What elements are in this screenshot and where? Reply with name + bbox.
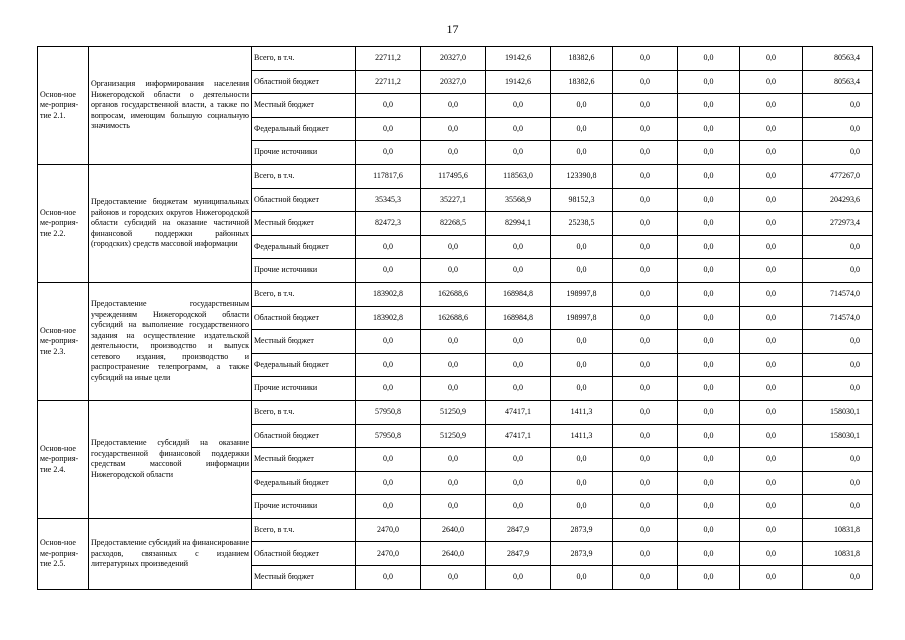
value-cell: 0,0 <box>613 117 678 141</box>
table-row <box>38 400 873 424</box>
funding-source-cell: Всего, в т.ч. <box>252 282 356 306</box>
value-cell: 0,0 <box>613 353 678 377</box>
value-cell: 0,0 <box>613 330 678 354</box>
value-cell: 2470,0 <box>356 518 421 542</box>
value-cell: 0,0 <box>421 94 486 118</box>
value-cell: 0,0 <box>613 448 678 472</box>
funding-source-cell: Местный бюджет <box>252 94 356 118</box>
event-description-cell: Предоставление бюджетам муниципальных районов и городских округов Нижегородской области субсидий на оказание частичной финансовой поддержки районных (городских) средств массовой информации <box>89 164 252 282</box>
value-cell: 168984,8 <box>486 282 551 306</box>
value-cell: 0,0 <box>486 259 551 283</box>
value-cell: 0,0 <box>613 400 678 424</box>
value-cell: 0,0 <box>678 424 740 448</box>
value-cell: 0,0 <box>740 70 803 94</box>
value-cell: 0,0 <box>678 282 740 306</box>
total-value-cell: 477267,0 <box>803 164 873 188</box>
event-description-cell: Предоставление субсидий на финансирование расходов, связанных с изданием литературных произведений <box>89 518 252 589</box>
funding-source-cell: Местный бюджет <box>252 566 356 590</box>
funding-source-cell: Федеральный бюджет <box>252 235 356 259</box>
budget-table <box>37 46 873 590</box>
value-cell: 18382,6 <box>551 47 613 71</box>
value-cell: 0,0 <box>740 424 803 448</box>
value-cell: 0,0 <box>678 47 740 71</box>
value-cell: 0,0 <box>613 566 678 590</box>
value-cell: 98152,3 <box>551 188 613 212</box>
value-cell: 0,0 <box>613 47 678 71</box>
value-cell: 47417,1 <box>486 424 551 448</box>
value-cell: 198997,8 <box>551 306 613 330</box>
value-cell: 0,0 <box>613 188 678 212</box>
value-cell: 0,0 <box>740 448 803 472</box>
total-value-cell: 714574,0 <box>803 306 873 330</box>
value-cell: 0,0 <box>678 306 740 330</box>
event-description-cell: Предоставление субсидий на оказание государственной финансовой поддержки средствам массовой информации Нижегородской области <box>89 400 252 518</box>
value-cell: 0,0 <box>740 47 803 71</box>
value-cell: 0,0 <box>678 542 740 566</box>
value-cell: 0,0 <box>678 94 740 118</box>
value-cell: 0,0 <box>356 94 421 118</box>
funding-source-cell: Всего, в т.ч. <box>252 164 356 188</box>
value-cell: 0,0 <box>613 212 678 236</box>
total-value-cell: 0,0 <box>803 94 873 118</box>
page-number: 17 <box>446 22 459 36</box>
value-cell: 0,0 <box>421 330 486 354</box>
funding-source-cell: Прочие источники <box>252 495 356 519</box>
total-value-cell: 0,0 <box>803 259 873 283</box>
value-cell: 0,0 <box>421 259 486 283</box>
table-row <box>38 518 873 542</box>
value-cell: 0,0 <box>356 117 421 141</box>
value-cell: 0,0 <box>740 566 803 590</box>
value-cell: 0,0 <box>551 495 613 519</box>
value-cell: 0,0 <box>356 235 421 259</box>
value-cell: 0,0 <box>356 377 421 401</box>
event-name-cell: Основ-ное ме-роприя-тие 2.3. <box>38 282 89 400</box>
value-cell: 0,0 <box>678 141 740 165</box>
value-cell: 35345,3 <box>356 188 421 212</box>
value-cell: 0,0 <box>613 471 678 495</box>
value-cell: 0,0 <box>486 495 551 519</box>
table-row <box>38 47 873 71</box>
value-cell: 0,0 <box>678 117 740 141</box>
funding-source-cell: Прочие источники <box>252 259 356 283</box>
table-row <box>38 282 873 306</box>
event-description-cell: Организация информирования населения Нижегородской области о деятельности органов государственной власти, а также по вопросам, имеющим большую социальную значимость <box>89 47 252 165</box>
value-cell: 0,0 <box>356 330 421 354</box>
value-cell: 0,0 <box>551 117 613 141</box>
value-cell: 1411,3 <box>551 400 613 424</box>
funding-source-cell: Федеральный бюджет <box>252 471 356 495</box>
value-cell: 0,0 <box>613 70 678 94</box>
value-cell: 0,0 <box>356 353 421 377</box>
value-cell: 1411,3 <box>551 424 613 448</box>
value-cell: 82994,1 <box>486 212 551 236</box>
funding-source-cell: Федеральный бюджет <box>252 353 356 377</box>
value-cell: 118563,0 <box>486 164 551 188</box>
value-cell: 0,0 <box>678 259 740 283</box>
value-cell: 0,0 <box>740 141 803 165</box>
event-name-cell: Основ-ное ме-роприя-тие 2.4. <box>38 400 89 518</box>
value-cell: 0,0 <box>551 235 613 259</box>
event-description-cell: Предоставление государственным учреждениям Нижегородской области субсидий на выполнение государственного задания на осуществление издательской деятельности, производство и выпуск сетевого издания, производство и распространение телепрограмм, а также субсидий на иные цели <box>89 282 252 400</box>
value-cell: 0,0 <box>551 566 613 590</box>
funding-source-cell: Областной бюджет <box>252 306 356 330</box>
budget-table-body <box>38 47 873 590</box>
value-cell: 0,0 <box>740 188 803 212</box>
value-cell: 162688,6 <box>421 306 486 330</box>
value-cell: 0,0 <box>740 471 803 495</box>
value-cell: 0,0 <box>678 400 740 424</box>
value-cell: 0,0 <box>678 518 740 542</box>
value-cell: 0,0 <box>356 448 421 472</box>
value-cell: 0,0 <box>613 282 678 306</box>
value-cell: 183902,8 <box>356 282 421 306</box>
total-value-cell: 80563,4 <box>803 47 873 71</box>
total-value-cell: 0,0 <box>803 141 873 165</box>
value-cell: 0,0 <box>678 235 740 259</box>
total-value-cell: 0,0 <box>803 566 873 590</box>
value-cell: 0,0 <box>613 518 678 542</box>
value-cell: 0,0 <box>613 235 678 259</box>
value-cell: 0,0 <box>356 471 421 495</box>
value-cell: 25238,5 <box>551 212 613 236</box>
total-value-cell: 0,0 <box>803 330 873 354</box>
value-cell: 0,0 <box>421 235 486 259</box>
value-cell: 82472,3 <box>356 212 421 236</box>
value-cell: 0,0 <box>740 330 803 354</box>
value-cell: 0,0 <box>678 566 740 590</box>
value-cell: 0,0 <box>613 495 678 519</box>
value-cell: 0,0 <box>421 566 486 590</box>
value-cell: 0,0 <box>551 448 613 472</box>
value-cell: 0,0 <box>356 141 421 165</box>
total-value-cell: 0,0 <box>803 353 873 377</box>
value-cell: 0,0 <box>740 306 803 330</box>
value-cell: 168984,8 <box>486 306 551 330</box>
value-cell: 0,0 <box>678 471 740 495</box>
value-cell: 18382,6 <box>551 70 613 94</box>
total-value-cell: 0,0 <box>803 377 873 401</box>
value-cell: 0,0 <box>551 353 613 377</box>
funding-source-cell: Всего, в т.ч. <box>252 518 356 542</box>
value-cell: 0,0 <box>486 353 551 377</box>
value-cell: 198997,8 <box>551 282 613 306</box>
value-cell: 0,0 <box>551 259 613 283</box>
value-cell: 0,0 <box>740 495 803 519</box>
value-cell: 0,0 <box>678 70 740 94</box>
value-cell: 0,0 <box>486 448 551 472</box>
funding-source-cell: Областной бюджет <box>252 188 356 212</box>
value-cell: 0,0 <box>613 424 678 448</box>
total-value-cell: 158030,1 <box>803 424 873 448</box>
value-cell: 57950,8 <box>356 424 421 448</box>
funding-source-cell: Областной бюджет <box>252 542 356 566</box>
value-cell: 0,0 <box>740 259 803 283</box>
value-cell: 19142,6 <box>486 70 551 94</box>
value-cell: 82268,5 <box>421 212 486 236</box>
value-cell: 0,0 <box>678 330 740 354</box>
value-cell: 0,0 <box>486 141 551 165</box>
funding-source-cell: Областной бюджет <box>252 70 356 94</box>
value-cell: 0,0 <box>356 259 421 283</box>
value-cell: 0,0 <box>486 377 551 401</box>
value-cell: 22711,2 <box>356 70 421 94</box>
funding-source-cell: Прочие источники <box>252 141 356 165</box>
value-cell: 22711,2 <box>356 47 421 71</box>
value-cell: 0,0 <box>678 353 740 377</box>
value-cell: 0,0 <box>421 448 486 472</box>
value-cell: 0,0 <box>613 542 678 566</box>
value-cell: 0,0 <box>678 212 740 236</box>
value-cell: 0,0 <box>551 141 613 165</box>
value-cell: 162688,6 <box>421 282 486 306</box>
table-row <box>38 164 873 188</box>
funding-source-cell: Местный бюджет <box>252 448 356 472</box>
event-name-cell: Основ-ное ме-роприя-тие 2.1. <box>38 47 89 165</box>
value-cell: 0,0 <box>421 117 486 141</box>
value-cell: 0,0 <box>678 188 740 212</box>
total-value-cell: 0,0 <box>803 117 873 141</box>
total-value-cell: 80563,4 <box>803 70 873 94</box>
funding-source-cell: Прочие источники <box>252 377 356 401</box>
value-cell: 20327,0 <box>421 70 486 94</box>
value-cell: 0,0 <box>740 353 803 377</box>
value-cell: 0,0 <box>551 330 613 354</box>
value-cell: 0,0 <box>551 471 613 495</box>
value-cell: 0,0 <box>486 117 551 141</box>
value-cell: 0,0 <box>613 164 678 188</box>
value-cell: 0,0 <box>421 495 486 519</box>
value-cell: 0,0 <box>678 495 740 519</box>
value-cell: 0,0 <box>740 117 803 141</box>
total-value-cell: 0,0 <box>803 448 873 472</box>
value-cell: 0,0 <box>613 141 678 165</box>
value-cell: 0,0 <box>678 377 740 401</box>
value-cell: 0,0 <box>486 235 551 259</box>
funding-source-cell: Местный бюджет <box>252 212 356 236</box>
funding-source-cell: Всего, в т.ч. <box>252 400 356 424</box>
total-value-cell: 10831,8 <box>803 542 873 566</box>
value-cell: 0,0 <box>740 235 803 259</box>
value-cell: 117495,6 <box>421 164 486 188</box>
value-cell: 183902,8 <box>356 306 421 330</box>
value-cell: 2847,9 <box>486 542 551 566</box>
value-cell: 0,0 <box>421 353 486 377</box>
value-cell: 0,0 <box>613 306 678 330</box>
value-cell: 35568,9 <box>486 188 551 212</box>
total-value-cell: 272973,4 <box>803 212 873 236</box>
event-name-cell: Основ-ное ме-роприя-тие 2.2. <box>38 164 89 282</box>
value-cell: 0,0 <box>421 471 486 495</box>
funding-source-cell: Местный бюджет <box>252 330 356 354</box>
value-cell: 2873,9 <box>551 542 613 566</box>
value-cell: 0,0 <box>740 212 803 236</box>
value-cell: 19142,6 <box>486 47 551 71</box>
value-cell: 0,0 <box>740 94 803 118</box>
value-cell: 0,0 <box>421 141 486 165</box>
value-cell: 0,0 <box>486 471 551 495</box>
value-cell: 0,0 <box>678 448 740 472</box>
value-cell: 2640,0 <box>421 542 486 566</box>
value-cell: 0,0 <box>486 94 551 118</box>
total-value-cell: 0,0 <box>803 471 873 495</box>
value-cell: 2873,9 <box>551 518 613 542</box>
value-cell: 47417,1 <box>486 400 551 424</box>
value-cell: 2470,0 <box>356 542 421 566</box>
value-cell: 0,0 <box>356 495 421 519</box>
value-cell: 2847,9 <box>486 518 551 542</box>
value-cell: 51250,9 <box>421 400 486 424</box>
value-cell: 20327,0 <box>421 47 486 71</box>
value-cell: 0,0 <box>486 566 551 590</box>
value-cell: 0,0 <box>486 330 551 354</box>
value-cell: 57950,8 <box>356 400 421 424</box>
value-cell: 0,0 <box>613 94 678 118</box>
value-cell: 0,0 <box>421 377 486 401</box>
funding-source-cell: Всего, в т.ч. <box>252 47 356 71</box>
value-cell: 2640,0 <box>421 518 486 542</box>
value-cell: 0,0 <box>740 282 803 306</box>
event-name-cell: Основ-ное ме-роприя-тие 2.5. <box>38 518 89 589</box>
value-cell: 0,0 <box>551 94 613 118</box>
value-cell: 35227,1 <box>421 188 486 212</box>
value-cell: 0,0 <box>740 377 803 401</box>
value-cell: 117817,6 <box>356 164 421 188</box>
value-cell: 0,0 <box>613 377 678 401</box>
total-value-cell: 714574,0 <box>803 282 873 306</box>
funding-source-cell: Областной бюджет <box>252 424 356 448</box>
value-cell: 0,0 <box>740 518 803 542</box>
value-cell: 0,0 <box>356 566 421 590</box>
value-cell: 123390,8 <box>551 164 613 188</box>
value-cell: 0,0 <box>740 400 803 424</box>
value-cell: 51250,9 <box>421 424 486 448</box>
value-cell: 0,0 <box>740 164 803 188</box>
value-cell: 0,0 <box>551 377 613 401</box>
total-value-cell: 10831,8 <box>803 518 873 542</box>
value-cell: 0,0 <box>740 542 803 566</box>
total-value-cell: 204293,6 <box>803 188 873 212</box>
total-value-cell: 158030,1 <box>803 400 873 424</box>
total-value-cell: 0,0 <box>803 235 873 259</box>
value-cell: 0,0 <box>678 164 740 188</box>
funding-source-cell: Федеральный бюджет <box>252 117 356 141</box>
value-cell: 0,0 <box>613 259 678 283</box>
total-value-cell: 0,0 <box>803 495 873 519</box>
